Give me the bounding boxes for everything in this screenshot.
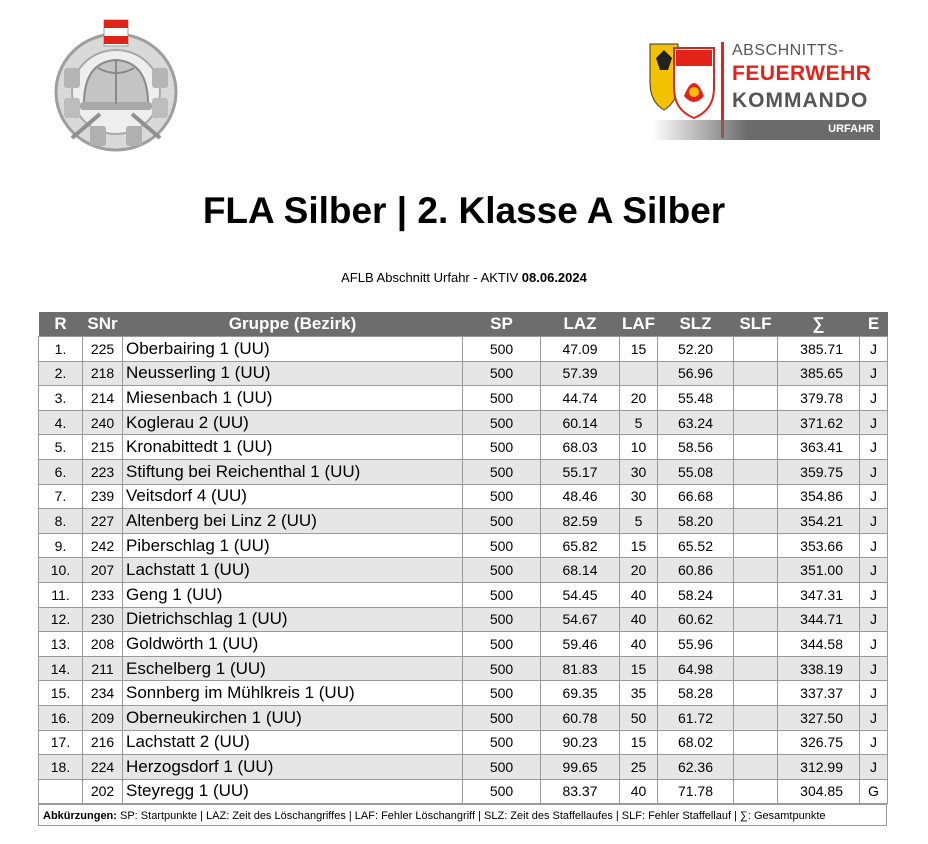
sp-cell: 500 (463, 755, 541, 780)
laz-cell: 81.83 (541, 656, 620, 681)
laz-cell: 90.23 (541, 730, 620, 755)
page-subtitle (0, 270, 928, 285)
table-row (39, 361, 888, 386)
sp-cell: 500 (463, 435, 541, 460)
laz-cell: 47.09 (541, 337, 620, 362)
sum-cell: 371.62 (778, 410, 860, 435)
col-header-e: E (860, 312, 888, 337)
e-cell: J (860, 755, 888, 780)
laz-cell: 99.65 (541, 755, 620, 780)
e-cell: J (860, 533, 888, 558)
table-row (39, 705, 888, 730)
rank-cell (39, 779, 83, 804)
rank-cell: 10. (39, 558, 83, 583)
slf-cell (734, 632, 778, 657)
e-cell: J (860, 558, 888, 583)
page-title: FLA Silber | 2. Klasse A Silber (202, 190, 726, 231)
sum-cell: 353.66 (778, 533, 860, 558)
slz-cell: 55.48 (658, 386, 734, 411)
sp-cell: 500 (463, 337, 541, 362)
e-cell: J (860, 582, 888, 607)
e-cell: J (860, 705, 888, 730)
sum-cell: 337.37 (778, 681, 860, 706)
laz-cell: 83.37 (541, 779, 620, 804)
sum-cell: 312.99 (778, 755, 860, 780)
slz-cell: 56.96 (658, 361, 734, 386)
sp-cell: 500 (463, 607, 541, 632)
rank-cell: 5. (39, 435, 83, 460)
laz-cell: 55.17 (541, 459, 620, 484)
table-row (39, 484, 888, 509)
table-row (39, 730, 888, 755)
group-cell: Lachstatt 2 (UU) (123, 730, 463, 755)
slf-cell (734, 779, 778, 804)
snr-cell: 216 (83, 730, 123, 755)
laf-cell: 30 (620, 484, 658, 509)
table-row (39, 386, 888, 411)
sp-cell: 500 (463, 509, 541, 534)
slz-cell: 55.08 (658, 459, 734, 484)
e-cell: J (860, 607, 888, 632)
snr-cell: 223 (83, 459, 123, 484)
slf-cell (734, 656, 778, 681)
slz-cell: 63.24 (658, 410, 734, 435)
group-cell: Veitsdorf 4 (UU) (123, 484, 463, 509)
slz-cell: 58.20 (658, 509, 734, 534)
slz-cell: 61.72 (658, 705, 734, 730)
group-cell: Sonnberg im Mühlkreis 1 (UU) (123, 681, 463, 706)
table-row (39, 533, 888, 558)
laz-cell: 57.39 (541, 361, 620, 386)
group-cell: Miesenbach 1 (UU) (123, 386, 463, 411)
e-cell: J (860, 632, 888, 657)
slf-cell (734, 435, 778, 460)
snr-cell: 211 (83, 656, 123, 681)
col-header-snr: SNr (83, 312, 123, 337)
slf-cell (734, 484, 778, 509)
col-header-slf: SLF (734, 312, 778, 337)
table-row (39, 779, 888, 804)
laz-cell: 44.74 (541, 386, 620, 411)
slf-cell (734, 509, 778, 534)
event-date: 08.06.2024 (521, 270, 587, 285)
slz-cell: 58.28 (658, 681, 734, 706)
laz-cell: 60.78 (541, 705, 620, 730)
abbreviations-label: Abkürzungen: (43, 810, 117, 822)
sum-cell: 351.00 (778, 558, 860, 583)
table-row (39, 337, 888, 362)
group-cell: Goldwörth 1 (UU) (123, 632, 463, 657)
e-cell: J (860, 656, 888, 681)
group-cell: Eschelberg 1 (UU) (123, 656, 463, 681)
snr-cell: 233 (83, 582, 123, 607)
fire-brigade-logo (648, 40, 880, 140)
rank-cell: 18. (39, 755, 83, 780)
group-cell: Altenberg bei Linz 2 (UU) (123, 509, 463, 534)
col-header-sum: ∑ (778, 312, 860, 337)
group-cell: Piberschlag 1 (UU) (123, 533, 463, 558)
slz-cell: 58.56 (658, 435, 734, 460)
rank-cell: 16. (39, 705, 83, 730)
table-row (39, 435, 888, 460)
badge-emblem (50, 18, 182, 156)
rank-cell: 8. (39, 509, 83, 534)
e-cell: J (860, 509, 888, 534)
sp-cell: 500 (463, 705, 541, 730)
laf-cell: 20 (620, 558, 658, 583)
slf-cell (734, 361, 778, 386)
logo-line-1: ABSCHNITTS- (732, 42, 845, 59)
laz-cell: 68.03 (541, 435, 620, 460)
col-header-slz: SLZ (658, 312, 734, 337)
laf-cell: 10 (620, 435, 658, 460)
logo-footer-label: URFAHR (828, 123, 874, 135)
slz-cell: 55.96 (658, 632, 734, 657)
laf-cell: 20 (620, 386, 658, 411)
group-cell: Lachstatt 1 (UU) (123, 558, 463, 583)
rank-cell: 1. (39, 337, 83, 362)
sp-cell: 500 (463, 730, 541, 755)
slf-cell (734, 681, 778, 706)
group-cell: Dietrichschlag 1 (UU) (123, 607, 463, 632)
laz-cell: 69.35 (541, 681, 620, 706)
sp-cell: 500 (463, 558, 541, 583)
laz-cell: 54.45 (541, 582, 620, 607)
sum-cell: 363.41 (778, 435, 860, 460)
sum-cell: 354.86 (778, 484, 860, 509)
sum-cell: 304.85 (778, 779, 860, 804)
slz-cell: 60.62 (658, 607, 734, 632)
snr-cell: 208 (83, 632, 123, 657)
slf-cell (734, 558, 778, 583)
laf-cell: 15 (620, 337, 658, 362)
laf-cell: 30 (620, 459, 658, 484)
group-cell: Neusserling 1 (UU) (123, 361, 463, 386)
table-row (39, 607, 888, 632)
snr-cell: 214 (83, 386, 123, 411)
abbreviations-text: SP: Startpunkte | LAZ: Zeit des Löschangriffes | LAF: Fehler Löschangriff | SLZ: Zeit des Staffellaufes | SLF: Fehler Staffellauf | ∑: Gesamtpunkte (116, 810, 826, 822)
slf-cell (734, 607, 778, 632)
rank-cell: 4. (39, 410, 83, 435)
sp-cell: 500 (463, 459, 541, 484)
coat-of-arms-icon (648, 40, 716, 120)
snr-cell: 240 (83, 410, 123, 435)
sp-cell: 500 (463, 656, 541, 681)
e-cell: G (860, 779, 888, 804)
rank-cell: 13. (39, 632, 83, 657)
e-cell: J (860, 410, 888, 435)
laz-cell: 68.14 (541, 558, 620, 583)
table-row (39, 755, 888, 780)
e-cell: J (860, 681, 888, 706)
sp-cell: 500 (463, 632, 541, 657)
sum-cell: 385.71 (778, 337, 860, 362)
helmet-wreath-icon (50, 18, 182, 156)
group-cell: Steyregg 1 (UU) (123, 779, 463, 804)
laf-cell: 35 (620, 681, 658, 706)
rank-cell: 12. (39, 607, 83, 632)
group-cell: Geng 1 (UU) (123, 582, 463, 607)
laf-cell: 5 (620, 410, 658, 435)
slf-cell (734, 459, 778, 484)
slz-cell: 58.24 (658, 582, 734, 607)
e-cell: J (860, 459, 888, 484)
snr-cell: 227 (83, 509, 123, 534)
rank-cell: 3. (39, 386, 83, 411)
rank-cell: 2. (39, 361, 83, 386)
snr-cell: 215 (83, 435, 123, 460)
slf-cell (734, 705, 778, 730)
laf-cell: 40 (620, 779, 658, 804)
table-row (39, 656, 888, 681)
laz-cell: 54.67 (541, 607, 620, 632)
sum-cell: 344.58 (778, 632, 860, 657)
laf-cell: 5 (620, 509, 658, 534)
laz-cell: 48.46 (541, 484, 620, 509)
sp-cell: 500 (463, 484, 541, 509)
slz-cell: 64.98 (658, 656, 734, 681)
snr-cell: 202 (83, 779, 123, 804)
logo-line-3: KOMMANDO (732, 89, 869, 112)
e-cell: J (860, 484, 888, 509)
event-name: AFLB Abschnitt Urfahr - AKTIV (341, 270, 519, 285)
sum-cell: 338.19 (778, 656, 860, 681)
e-cell: J (860, 730, 888, 755)
slz-cell: 66.68 (658, 484, 734, 509)
sum-cell: 379.78 (778, 386, 860, 411)
rank-cell: 14. (39, 656, 83, 681)
table-row (39, 681, 888, 706)
slz-cell: 60.86 (658, 558, 734, 583)
sp-cell: 500 (463, 779, 541, 804)
results-body (39, 337, 888, 804)
table-header-row (39, 312, 888, 337)
rank-cell: 11. (39, 582, 83, 607)
sum-cell: 354.21 (778, 509, 860, 534)
rank-cell: 9. (39, 533, 83, 558)
slz-cell: 52.20 (658, 337, 734, 362)
sp-cell: 500 (463, 582, 541, 607)
laz-cell: 59.46 (541, 632, 620, 657)
snr-cell: 218 (83, 361, 123, 386)
laz-cell: 65.82 (541, 533, 620, 558)
laf-cell: 40 (620, 607, 658, 632)
sp-cell: 500 (463, 386, 541, 411)
abbreviations-legend (38, 804, 887, 826)
e-cell: J (860, 361, 888, 386)
table-row (39, 509, 888, 534)
slf-cell (734, 582, 778, 607)
sp-cell: 500 (463, 681, 541, 706)
table-row (39, 582, 888, 607)
laf-cell: 25 (620, 755, 658, 780)
table-row (39, 558, 888, 583)
group-cell: Koglerau 2 (UU) (123, 410, 463, 435)
slz-cell: 68.02 (658, 730, 734, 755)
col-header-rank: R (39, 312, 83, 337)
e-cell: J (860, 435, 888, 460)
sum-cell: 327.50 (778, 705, 860, 730)
sp-cell: 500 (463, 533, 541, 558)
snr-cell: 224 (83, 755, 123, 780)
e-cell: J (860, 386, 888, 411)
sum-cell: 385.65 (778, 361, 860, 386)
slf-cell (734, 410, 778, 435)
snr-cell: 242 (83, 533, 123, 558)
col-header-laf: LAF (620, 312, 658, 337)
laz-cell: 82.59 (541, 509, 620, 534)
rank-cell: 7. (39, 484, 83, 509)
group-cell: Oberneukirchen 1 (UU) (123, 705, 463, 730)
slz-cell: 62.36 (658, 755, 734, 780)
laf-cell: 50 (620, 705, 658, 730)
snr-cell: 225 (83, 337, 123, 362)
group-cell: Oberbairing 1 (UU) (123, 337, 463, 362)
laf-cell: 15 (620, 533, 658, 558)
logo-line-2: FEUERWEHR (732, 62, 872, 85)
laf-cell: 40 (620, 632, 658, 657)
sum-cell: 326.75 (778, 730, 860, 755)
slf-cell (734, 755, 778, 780)
sp-cell: 500 (463, 361, 541, 386)
slf-cell (734, 337, 778, 362)
snr-cell: 234 (83, 681, 123, 706)
snr-cell: 230 (83, 607, 123, 632)
laf-cell: 15 (620, 656, 658, 681)
snr-cell: 209 (83, 705, 123, 730)
col-header-laz: LAZ (541, 312, 620, 337)
rank-cell: 15. (39, 681, 83, 706)
laf-cell: 40 (620, 582, 658, 607)
snr-cell: 207 (83, 558, 123, 583)
col-header-group: Gruppe (Bezirk) (123, 312, 463, 337)
sum-cell: 344.71 (778, 607, 860, 632)
laf-cell: 15 (620, 730, 658, 755)
slz-cell: 71.78 (658, 779, 734, 804)
group-cell: Herzogsdorf 1 (UU) (123, 755, 463, 780)
table-row (39, 410, 888, 435)
rank-cell: 6. (39, 459, 83, 484)
table-row (39, 632, 888, 657)
slf-cell (734, 730, 778, 755)
sp-cell: 500 (463, 410, 541, 435)
snr-cell: 239 (83, 484, 123, 509)
slf-cell (734, 533, 778, 558)
slz-cell: 65.52 (658, 533, 734, 558)
sum-cell: 347.31 (778, 582, 860, 607)
rank-cell: 17. (39, 730, 83, 755)
slf-cell (734, 386, 778, 411)
group-cell: Stiftung bei Reichenthal 1 (UU) (123, 459, 463, 484)
table-row (39, 459, 888, 484)
col-header-sp: SP (463, 312, 541, 337)
laz-cell: 60.14 (541, 410, 620, 435)
e-cell: J (860, 337, 888, 362)
laf-cell (620, 361, 658, 386)
logo-footer-bar (652, 120, 880, 140)
results-table (38, 312, 888, 804)
sum-cell: 359.75 (778, 459, 860, 484)
group-cell: Kronabittedt 1 (UU) (123, 435, 463, 460)
